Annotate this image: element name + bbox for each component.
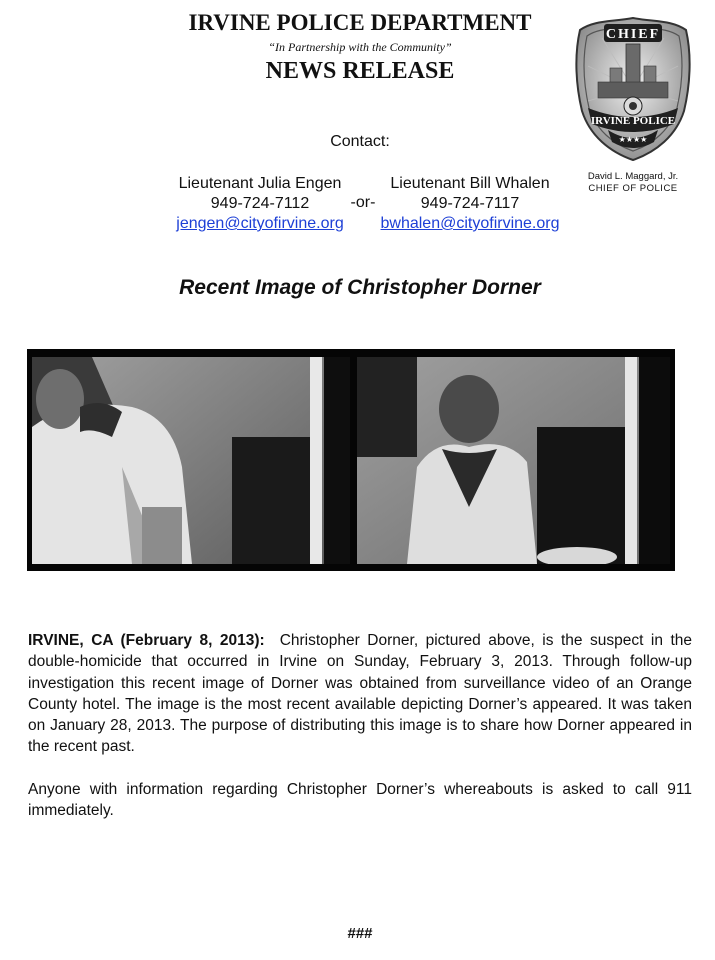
department-title: IRVINE POLICE DEPARTMENT bbox=[188, 10, 532, 35]
headline: Recent Image of Christopher Dorner bbox=[179, 276, 541, 299]
badge-stars: ★★★★ bbox=[618, 135, 648, 144]
body-paragraph-1-text: Christopher Dorner, pictured above, is the suspect in the double-homicide that occurred in Irvine on Sunday, February 3, 2013. Through follow-up investigation this recent image of Dorner was obtained from surveillance video of an Orange County hotel. The image is the most recent available depicting Dorner’s appeared. It was taken on January 28, 2013. The purpose of distributing this image is to share how Dorner appeared in the recent past. bbox=[28, 632, 692, 756]
police-badge-icon bbox=[574, 16, 692, 162]
surveillance-photo-left bbox=[32, 357, 350, 564]
dateline: IRVINE, CA (February 8, 2013): bbox=[28, 632, 265, 649]
chief-name: David L. Maggard, Jr. bbox=[587, 171, 679, 182]
contact-email-link[interactable]: jengen@cityofirvine.org bbox=[176, 215, 344, 232]
contact-or-separator: -or- bbox=[350, 194, 376, 211]
surveillance-photo-right bbox=[357, 357, 670, 564]
body-paragraph-1 bbox=[28, 630, 692, 758]
department-tagline: “In Partnership with the Community” bbox=[268, 40, 452, 54]
contact-email-link[interactable]: bwhalen@cityofirvine.org bbox=[380, 215, 560, 232]
contact-card-whalen bbox=[360, 174, 580, 234]
contact-name: Lieutenant Bill Whalen bbox=[390, 175, 550, 192]
chief-title: CHIEF OF POLICE bbox=[588, 183, 678, 194]
contact-phone: 949-724-7117 bbox=[420, 195, 520, 212]
body-paragraph-2: Anyone with information regarding Christopher Dorner’s whereabouts is asked to call 911 immediately. bbox=[28, 780, 692, 820]
contact-name: Lieutenant Julia Engen bbox=[178, 175, 342, 192]
contact-phone: 949-724-7112 bbox=[210, 195, 310, 212]
badge-bottom-text: IRVINE POLICE bbox=[590, 115, 676, 127]
surveillance-photo-frame bbox=[27, 349, 675, 571]
news-body bbox=[28, 630, 692, 842]
release-type-title: NEWS RELEASE bbox=[265, 58, 455, 84]
badge-top-text: CHIEF bbox=[605, 27, 661, 42]
end-of-release-mark: ### bbox=[347, 925, 373, 942]
contact-label: Contact: bbox=[330, 133, 390, 150]
